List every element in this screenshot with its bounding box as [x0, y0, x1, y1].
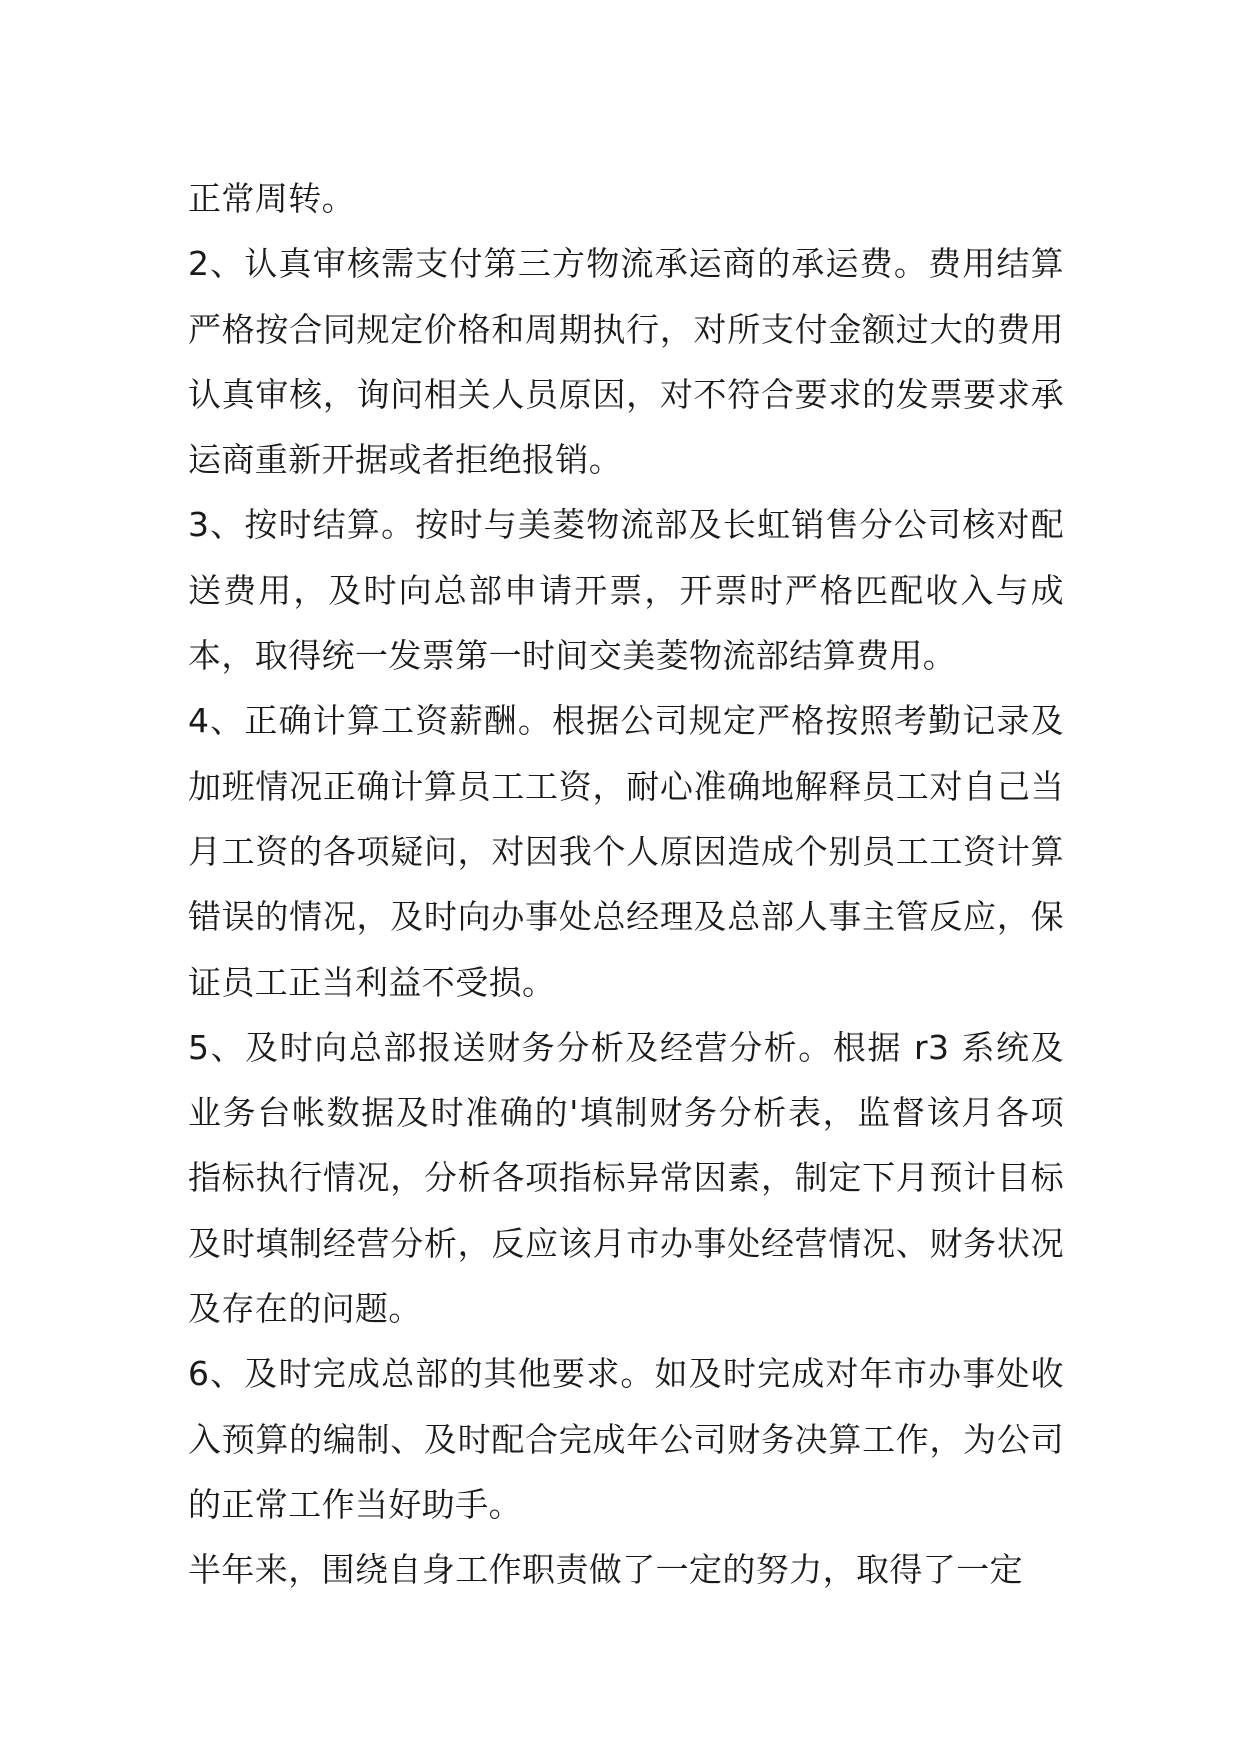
paragraph-continuation: 正常周转。	[188, 179, 355, 218]
paragraph-summary: 半年来，围绕自身工作职责做了一定的努力，取得了一定	[188, 1550, 1023, 1590]
paragraph-item-2: 2、认真审核需支付第三方物流承运商的承运费。费用结算严格按合同规定价格和周期执行，对所支付金额过大的费用认真审核，询问相关人员原因，对不符合要求的发票要求承运商重新开据或者拒绝报销。	[188, 244, 1064, 480]
paragraph-item-5: 5、及时向总部报送财务分析及经营分析。根据 r3 系统及业务台帐数据及时准确的'填制财务分析表，监督该月各项指标执行情况，分析各项指标异常因素，制定下月预计目标及时填制经营分析，反应该月市办事处经营情况、财务状况及存在的问题。	[188, 1027, 1064, 1329]
paragraph-item-3: 3、按时结算。按时与美菱物流部及长虹销售分公司核对配送费用，及时向总部申请开票，开票时严格匹配收入与成本，取得统一发票第一时间交美菱物流部结算费用。	[188, 505, 1064, 676]
document-body	[188, 166, 1064, 1603]
paragraph-item-4: 4、正确计算工资薪酬。根据公司规定严格按照考勤记录及加班情况正确计算员工工资，耐心准确地解释员工对自己当月工资的各项疑问，对因我个人原因造成个别员工工资计算错误的情况，及时向办事处总经理及总部人事主管反应，保证员工正当利益不受损。	[188, 701, 1064, 1002]
paragraph-item-6: 6、及时完成总部的其他要求。如及时完成对年市办事处收入预算的编制、及时配合完成年公司财务决算工作，为公司的正常工作当好助手。	[188, 1354, 1064, 1524]
